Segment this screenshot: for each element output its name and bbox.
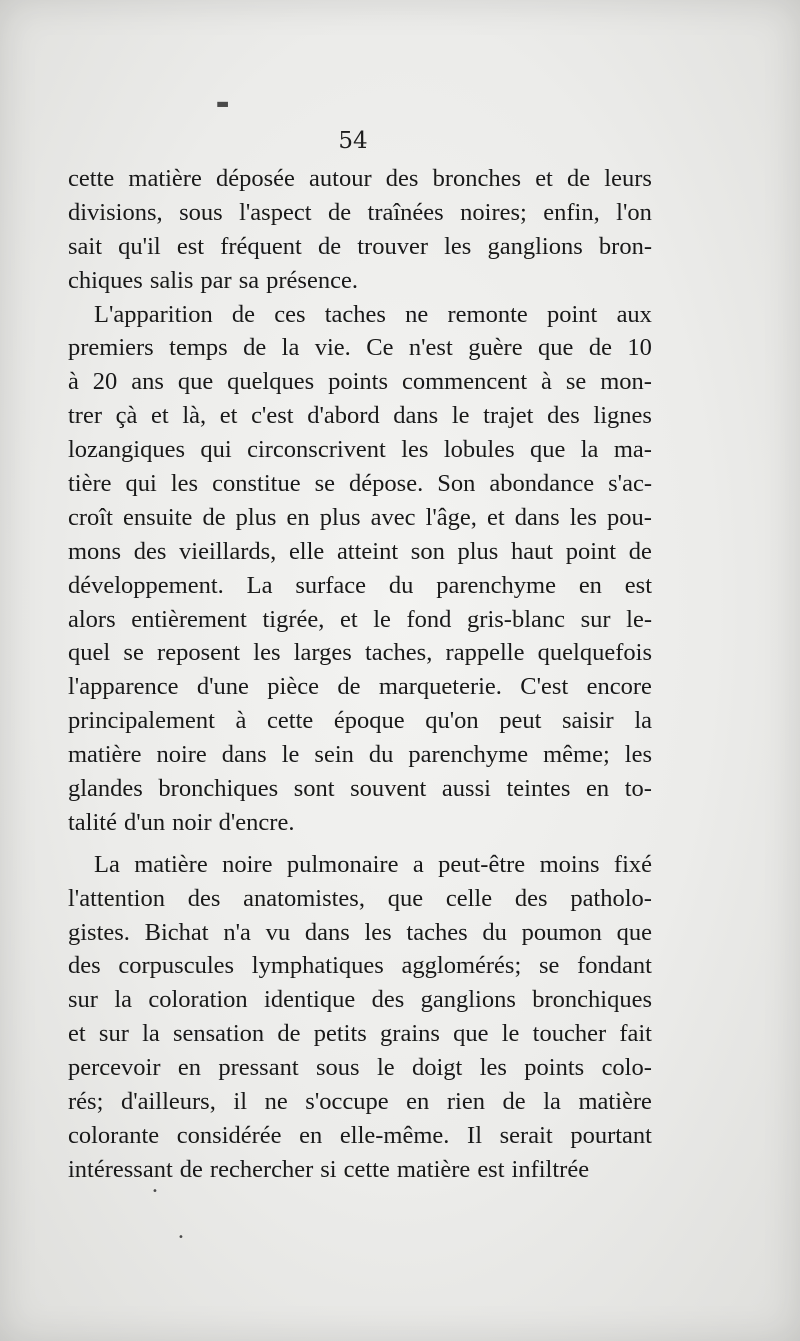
text-line: sur la coloration identique des ganglions bronchiques <box>68 986 652 1014</box>
text-line: divisions, sous l'aspect de traînées noires; enfin, l'on <box>68 198 652 226</box>
text-line: sait qu'il est fréquent de trouver les ganglions bron- <box>68 232 652 260</box>
text-line: l'attention des anatomistes, que celle des patholo- <box>68 884 652 912</box>
text-line: trer çà et là, et c'est d'abord dans le trajet des lignes <box>68 402 652 430</box>
scan-speck: • <box>152 1186 158 1197</box>
text-line: L'apparition de ces taches ne remonte point aux <box>94 300 652 328</box>
text-line: La matière noire pulmonaire a peut-être moins fixé <box>94 850 652 878</box>
scan-speck: ▬ <box>216 96 230 112</box>
text-line: matière noire dans le sein du parenchyme même; les <box>68 741 652 769</box>
text-line: lozangiques qui circonscrivent les lobules que la ma- <box>68 436 652 464</box>
paragraph <box>68 162 652 298</box>
scan-speck: • <box>178 1232 184 1243</box>
text-line: tière qui les constitue se dépose. Son abondance s'ac- <box>68 470 652 498</box>
text-line: alors entièrement tigrée, et le fond gris-blanc sur le- <box>68 605 652 633</box>
text-line: cette matière déposée autour des bronches et de leurs <box>68 165 652 192</box>
text-line: quel se reposent les larges taches, rappelle quelquefois <box>68 639 652 667</box>
text-line: et sur la sensation de petits grains que le toucher fait <box>68 1020 652 1048</box>
text-line: gistes. Bichat n'a vu dans les taches du poumon que <box>68 918 652 946</box>
body-text <box>68 162 652 1187</box>
text-line: talité d'un noir d'encre. <box>68 808 295 836</box>
text-line: des corpuscules lymphatiques agglomérés; se fondant <box>68 952 652 980</box>
text-line: colorante considérée en elle-même. Il serait pourtant <box>68 1121 652 1149</box>
text-line: principalement à cette époque qu'on peut saisir la <box>68 707 652 735</box>
paragraph <box>68 298 652 840</box>
text-line: développement. La surface du parenchyme en est <box>68 571 652 599</box>
text-line: premiers temps de la vie. Ce n'est guère que de 10 <box>68 334 652 362</box>
text-line: l'apparence d'une pièce de marqueterie. C'est encore <box>68 673 652 701</box>
text-line: mons des vieillards, elle atteint son plus haut point de <box>68 537 652 565</box>
paragraph <box>68 848 652 1187</box>
text-line: croît ensuite de plus en plus avec l'âge, et dans les pou- <box>68 503 652 531</box>
text-line: rés; d'ailleurs, il ne s'occupe en rien de la matière <box>68 1088 652 1116</box>
text-line: percevoir en pressant sous le doigt les points colo- <box>68 1054 652 1082</box>
text-line: à 20 ans que quelques points commencent à se mon- <box>68 368 652 396</box>
text-line: chiques salis par sa présence. <box>68 266 358 294</box>
text-line: intéressant de rechercher si cette matière est infiltrée <box>68 1155 590 1183</box>
page-number: 54 <box>338 128 368 154</box>
text-line: glandes bronchiques sont souvent aussi teintes en to- <box>68 775 652 803</box>
